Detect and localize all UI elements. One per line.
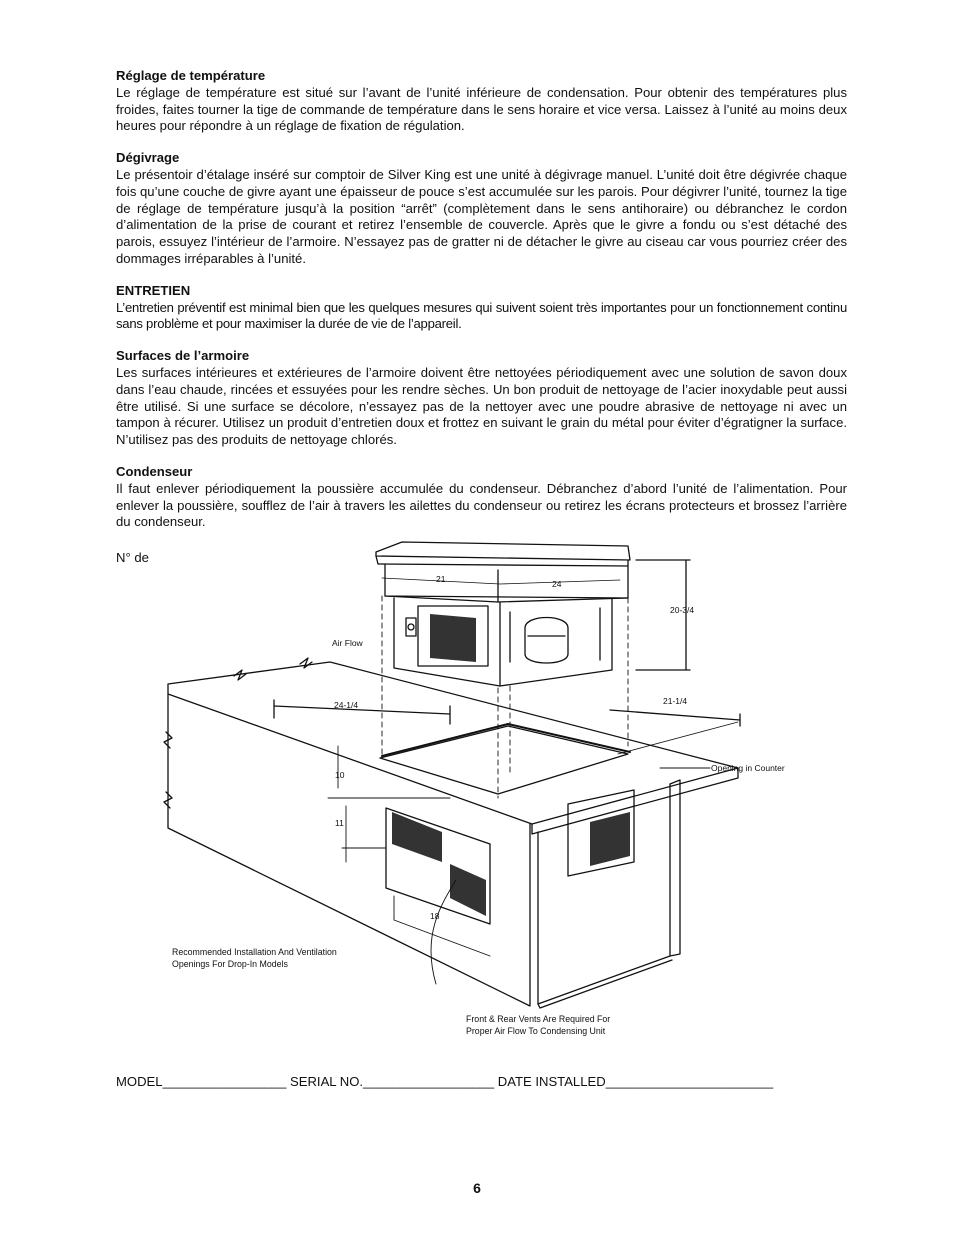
section-condenser — [116, 464, 847, 531]
serial-label: SERIAL NO. — [286, 1074, 364, 1089]
dim-21-label: 21 — [436, 574, 446, 584]
section-heading: ENTRETIEN — [116, 282, 191, 298]
section-heading: Surfaces de l’armoire — [116, 348, 250, 364]
section-defrost — [116, 150, 847, 268]
part-number-label: N° de — [116, 550, 149, 565]
section-text: Le présentoir d’étalage inséré sur comptoir de Silver King est une unité à dégivrage manuel. L’unité doit être dégivrée chaque fois qu’une couche de givre ayant une épaisseur de pouce s’est accumulée sur les parois. Pour dégivrer l’unité, tournez la tige de réglage de température jusqu’à la position “arrêt” (complètement dans le sens antihoraire) ou débranchez le cordon d’alimentation de la prise de courant et retirez l’ensemble de couvercle. Après que le givre a fondu ou s’est détaché des parois, essuyez l’intérieur de l’armoire. N’essayez pas de gratter ni de détacher le givre au ciseau car vous pourriez créer des dommages irréparables à l’unité. — [116, 166, 847, 266]
figure-caption-left-line2: Openings For Drop-In Models — [172, 959, 288, 969]
section-heading: Réglage de température — [116, 68, 266, 83]
dim-24-1-4-label: 24-1/4 — [334, 700, 359, 710]
dim-21-1-4-label: 21-1/4 — [663, 696, 688, 706]
section-text: Le réglage de température est situé sur l’avant de l’unité inférieure de condensation. Pour obtenir des températures plus froides, faites tourner la tige de commande de température dans le sens horaire et vice versa. Laissez à l’unité au moins deux heures pour répondre à un réglage de fixation de régulation. — [116, 84, 847, 134]
dim-20-3-4-label: 20-3/4 — [670, 605, 695, 615]
section-heading: Dégivrage — [116, 150, 180, 166]
date-installed-label: DATE INSTALLED — [494, 1074, 606, 1089]
document-body — [116, 68, 847, 546]
model-label: MODEL — [116, 1074, 163, 1089]
section-text: Il faut enlever périodiquement la poussière accumulée du condenseur. Débranchez d’abord l’unité de l’alimentation. Pour enlever la poussière, soufflez de l’air à travers les ailettes du condenseur ou retirez les écrans protecteurs et brossez l’arrière du condenseur. — [116, 480, 847, 530]
air-flow-label: Air Flow — [332, 638, 363, 648]
section-text: L’entretien préventif est minimal bien que les quelques mesures qui suivent soient très importantes pour un fonctionnement continu sans problème et pour maximiser la durée de vie de l’appareil. — [116, 299, 847, 332]
section-temperature — [116, 68, 847, 135]
date-installed-field[interactable]: _______________________ — [605, 1074, 774, 1089]
dim-24-label: 24 — [552, 579, 562, 589]
dim-11-label: 11 — [335, 818, 344, 828]
serial-field[interactable]: __________________ — [363, 1074, 495, 1089]
section-cabinet-surfaces — [116, 348, 847, 449]
section-maintenance — [116, 283, 847, 333]
dim-18-label: 18 — [430, 911, 440, 921]
installation-diagram-svg — [150, 536, 810, 1046]
dim-10-label: 10 — [335, 770, 345, 780]
model-field[interactable]: _________________ — [162, 1074, 287, 1089]
installation-diagram — [150, 536, 810, 1046]
record-fields — [116, 1074, 847, 1089]
section-text: Les surfaces intérieures et extérieures de l’armoire doivent être nettoyées périodiquement avec une solution de savon doux dans l’eau chaude, rincées et essuyées pour les rendre sèches. Un bon produit de nettoyage de l’acier inoxydable peut aussi être utilisé. Si une surface se décolore, n’essayez pas de la nettoyer avec une poudre abrasive de nettoyage ni avec un tampon à récurer. Utilisez un produit d’entretien doux et frottez en suivant le grain du métal pour éviter d’égratigner la surface. N’utilisez pas des produits de nettoyage chlorés. — [116, 364, 847, 448]
figure-caption-left-line1: Recommended Installation And Ventilation — [172, 947, 337, 957]
page-number: 6 — [473, 1180, 481, 1196]
figure-caption-right-line2: Proper Air Flow To Condensing Unit — [466, 1026, 606, 1036]
section-heading: Condenseur — [116, 463, 193, 479]
opening-in-counter-label: Opening in Counter — [711, 763, 785, 773]
figure-caption-right-line1: Front & Rear Vents Are Required For — [466, 1014, 611, 1024]
